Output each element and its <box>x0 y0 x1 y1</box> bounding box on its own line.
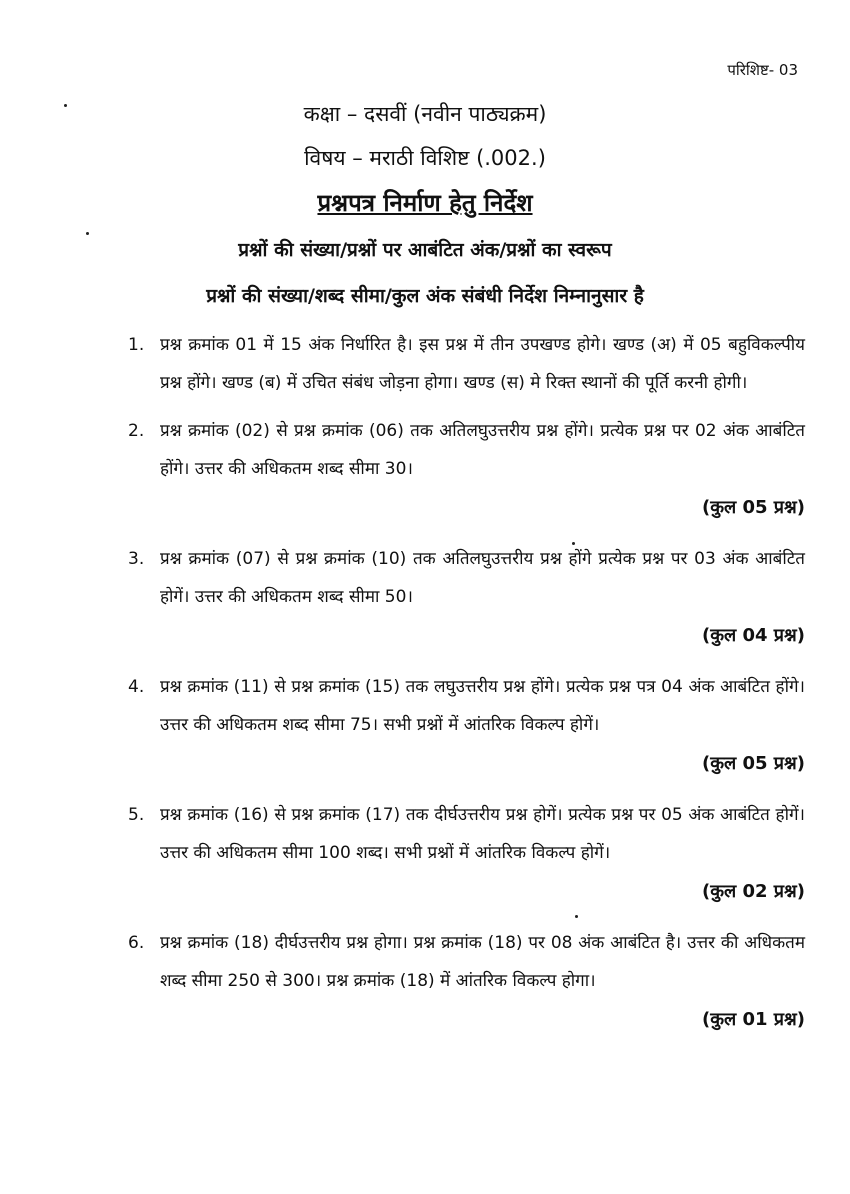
item-total: (कुल 05 प्रश्न) <box>701 497 805 518</box>
class-heading: कक्षा – दसवीं (नवीन पाठ्यक्रम) <box>303 102 547 126</box>
scan-speck <box>572 542 575 545</box>
list-item <box>0 668 850 744</box>
item-text: प्रश्न क्रमांक (11) से प्रश्न क्रमांक (15) तक लघुउत्तरीय प्रश्न होंगे। प्रत्येक प्रश्न पत्र 04 अंक आबंटित होंगे। उत्तर की अधिकतम शब्द सीमा 75। सभी प्रश्नों में आंतरिक विकल्प होगें। <box>160 677 805 735</box>
item-number: 2. <box>128 421 145 441</box>
item-total: (कुल 02 प्रश्न) <box>701 881 805 902</box>
item-number: 4. <box>128 677 145 697</box>
item-total: (कुल 04 प्रश्न) <box>701 625 805 646</box>
list-item <box>0 326 850 402</box>
subject-heading: विषय – मराठी विशिष्ट (.002.) <box>304 146 546 170</box>
item-number: 1. <box>128 335 145 355</box>
item-text: प्रश्न क्रमांक (07) से प्रश्न क्रमांक (10) तक अतिलघुउत्तरीय प्रश्न होंगे प्रत्येक प्रश्न पर 03 अंक आबंटित होगें। उत्तर की अधिकतम शब्द सीमा 50। <box>160 549 805 607</box>
page-title-text: प्रश्नपत्र निर्माण हेतु निर्देश <box>317 189 533 217</box>
subtitle-structure: प्रश्नों की संख्या/प्रश्नों पर आबंटित अंक/प्रश्नों का स्वरूप <box>238 239 612 261</box>
list-item <box>0 412 850 488</box>
scan-speck <box>575 915 578 918</box>
item-text: प्रश्न क्रमांक (02) से प्रश्न क्रमांक (06) तक अतिलघुउत्तरीय प्रश्न होंगे। प्रत्येक प्रश्न पर 02 अंक आबंटित होंगे। उत्तर की अधिकतम शब्द सीमा 30। <box>160 421 805 479</box>
page-title <box>0 186 850 219</box>
scan-speck <box>86 232 89 235</box>
item-number: 3. <box>128 549 145 569</box>
instruction-list <box>0 326 850 1052</box>
item-total: (कुल 01 प्रश्न) <box>701 1009 805 1030</box>
item-text: प्रश्न क्रमांक (18) दीर्घउत्तरीय प्रश्न होगा। प्रश्न क्रमांक (18) पर 08 अंक आबंटित है। उत्तर की अधिकतम शब्द सीमा 250 से 300। प्रश्न क्रमांक (18) में आंतरिक विकल्प होगा। <box>160 933 805 991</box>
item-text: प्रश्न क्रमांक (16) से प्रश्न क्रमांक (17) तक दीर्घउत्तरीय प्रश्न होगें। प्रत्येक प्रश्न पर 05 अंक आबंटित होगें। उत्तर की अधिकतम सीमा 100 शब्द। सभी प्रश्नों में आंतरिक विकल्प होगें। <box>160 805 805 863</box>
subtitle-instructions: प्रश्नों की संख्या/शब्द सीमा/कुल अंक संबंधी निर्देश निम्नानुसार है <box>206 285 644 307</box>
item-text: प्रश्न क्रमांक 01 में 15 अंक निर्धारित है। इस प्रश्न में तीन उपखण्ड होगे। खण्ड (अ) में 05 बहुविकल्पीय प्रश्न होंगे। खण्ड (ब) में उचित संबंध जोड़ना होगा। खण्ड (स) मे रिक्त स्थानों की पूर्ति करनी होगी। <box>160 335 805 393</box>
scan-speck <box>64 104 67 107</box>
appendix-label: परिशिष्ट- 03 <box>727 61 798 79</box>
list-item <box>0 540 850 616</box>
list-item <box>0 924 850 1000</box>
list-item <box>0 796 850 872</box>
item-number: 6. <box>128 933 145 953</box>
item-number: 5. <box>128 805 145 825</box>
item-total: (कुल 05 प्रश्न) <box>701 753 805 774</box>
